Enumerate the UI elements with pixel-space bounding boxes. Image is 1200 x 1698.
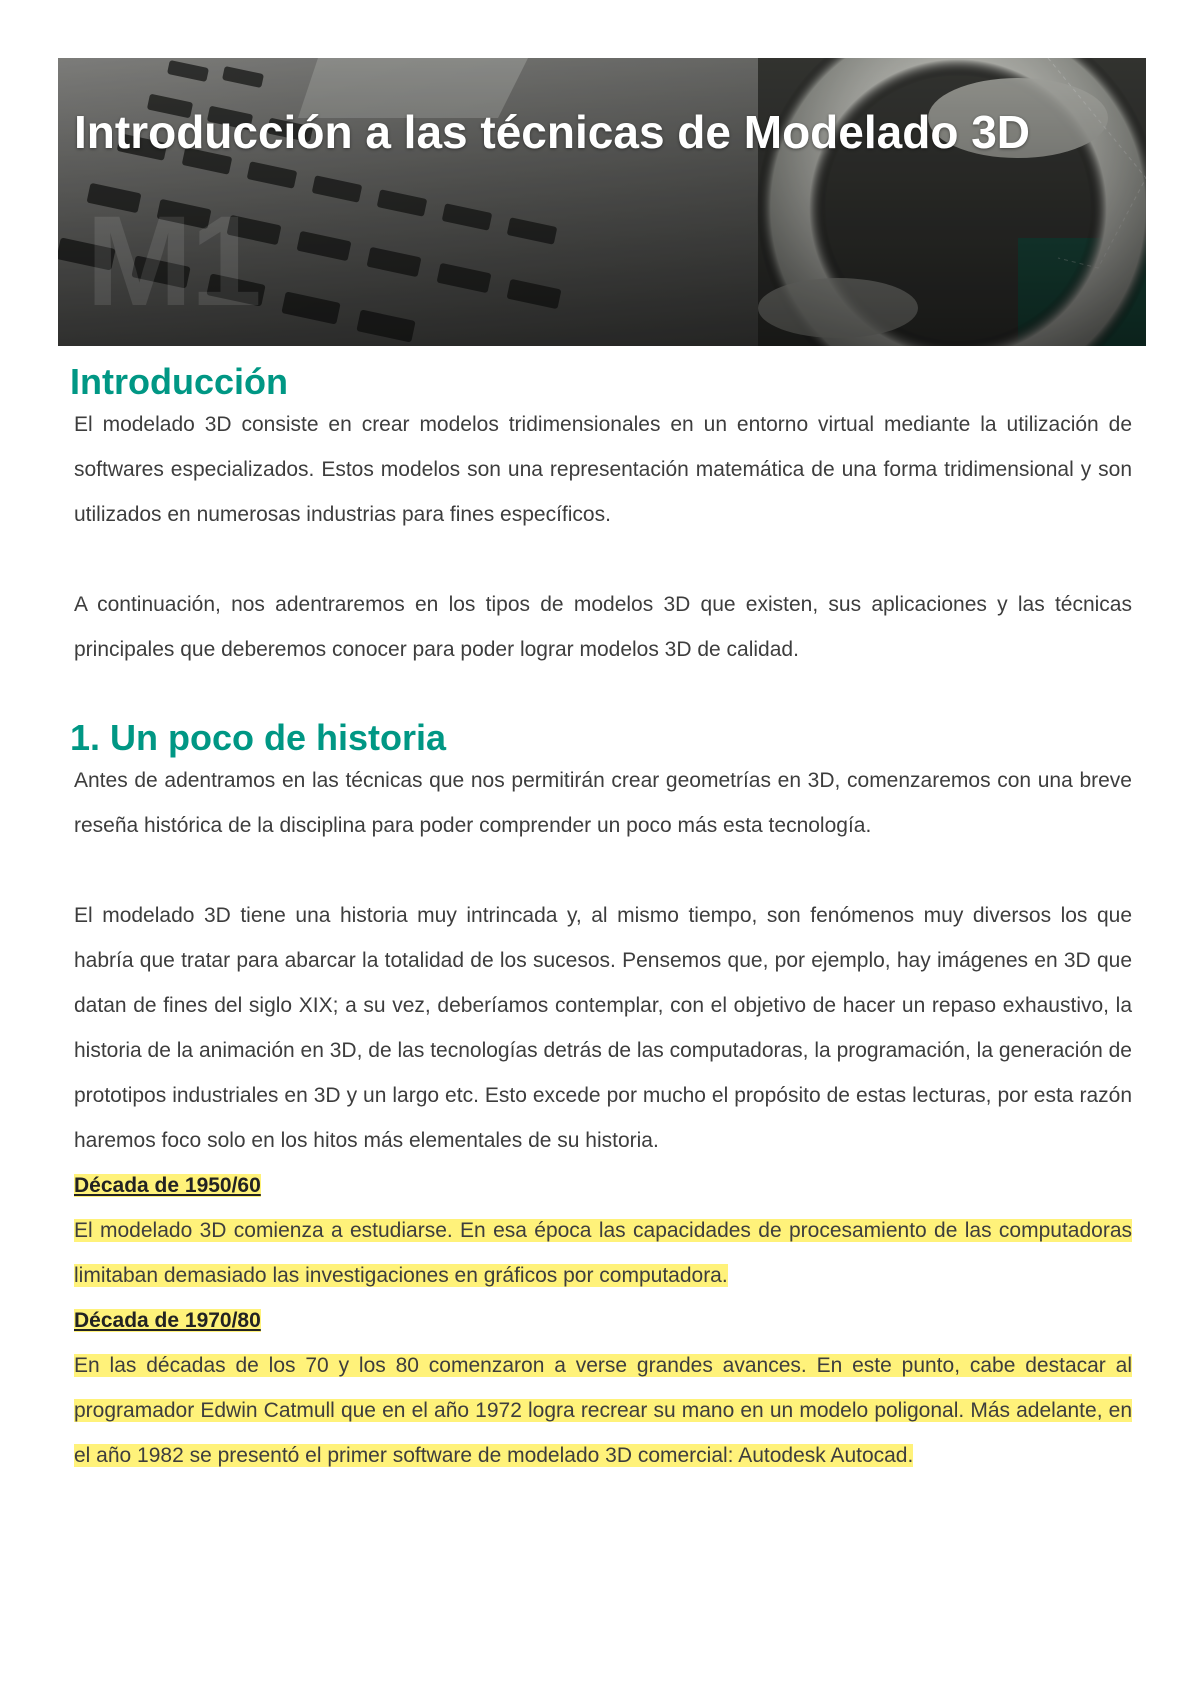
- intro-paragraph-2: A continuación, nos adentraremos en los tipos de modelos 3D que existen, sus aplicaciones y las técnicas principales que deberemos conocer para poder lograr modelos 3D de calidad.: [74, 593, 1132, 661]
- intro-heading: Introducción: [70, 361, 288, 402]
- document-body: [70, 361, 1132, 1478]
- paragraph-spacer: [74, 848, 1132, 893]
- page-title: Introducción a las técnicas de Modelado 3D: [74, 106, 1031, 158]
- history-paragraph-2: El modelado 3D tiene una historia muy intrincada y, al mismo tiempo, son fenómenos muy diversos los que habría que tratar para abarcar la totalidad de los sucesos. Pensemos que, por ejemplo, hay imágenes en 3D que datan de fines del siglo XIX; a su vez, deberíamos contemplar, con el objetivo de hacer un repaso exhaustivo, la historia de la animación en 3D, de las tecnologías detrás de las computadoras, la programación, la generación de prototipos industriales en 3D y un largo etc. Esto excede por mucho el propósito de estas lecturas, por esta razón haremos foco solo en los hitos más elementales de su historia.: [74, 904, 1132, 1152]
- header-banner: [58, 58, 1146, 346]
- intro-paragraph-1: El modelado 3D consiste en crear modelos tridimensionales en un entorno virtual mediante la utilización de softwares especializados. Estos modelos son una representación matemática de una forma tridimensional y son utilizados en numerosas industrias para fines específicos.: [74, 413, 1132, 526]
- history-paragraph-1: Antes de adentramos en las técnicas que nos permitirán crear geometrías en 3D, comenzaremos con una breve reseña histórica de la disciplina para poder comprender un poco más esta tecnología.: [74, 769, 1132, 837]
- history-heading: 1. Un poco de historia: [70, 717, 447, 758]
- paragraph-spacer: [74, 537, 1132, 582]
- section-spacer: [74, 672, 1132, 718]
- decade-title-1950: Década de 1950/60: [74, 1174, 261, 1197]
- decade-text-1950: El modelado 3D comienza a estudiarse. En esa época las capacidades de procesamiento de las computadoras limitaban demasiado las investigaciones en gráficos por computadora.: [74, 1219, 1132, 1287]
- decade-title-1970: Década de 1970/80: [74, 1309, 261, 1332]
- decade-text-block-1950: [74, 1208, 1132, 1298]
- module-watermark: M1: [86, 190, 260, 333]
- decade-block-1950: [74, 1163, 1132, 1208]
- decade-block-1970: [74, 1298, 1132, 1343]
- decade-text-block-1970: [74, 1343, 1132, 1478]
- decade-text-1970: En las décadas de los 70 y los 80 comenzaron a verse grandes avances. En este punto, cabe destacar al programador Edwin Catmull que en el año 1972 logra recrear su mano en un modelo poligonal. Más adelante, en el año 1982 se presentó el primer software de modelado 3D comercial: Autodesk Autocad.: [74, 1354, 1132, 1467]
